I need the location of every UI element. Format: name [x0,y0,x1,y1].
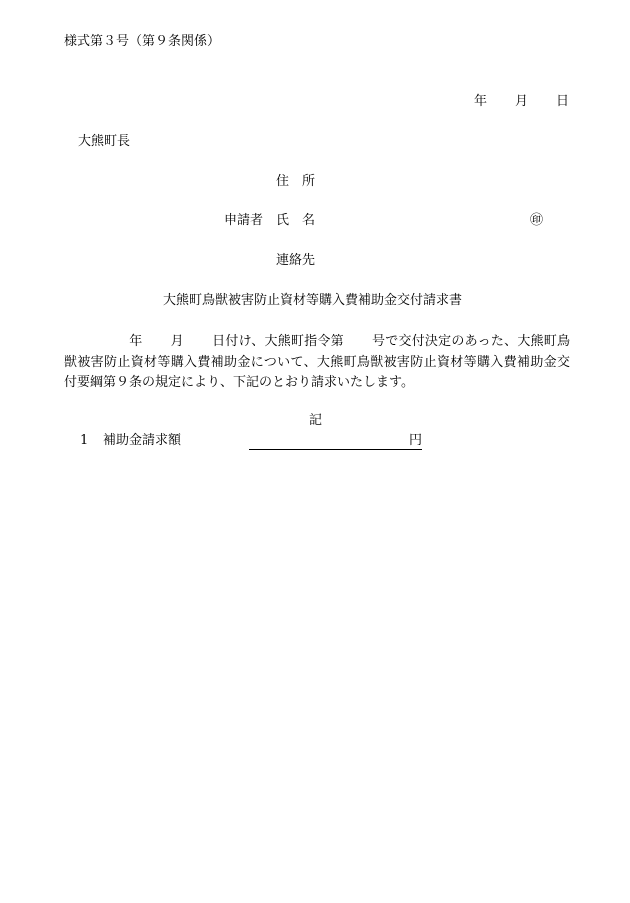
body-text-1: 日付け、大熊町指令第 [211,334,344,349]
document-title: 大熊町鳥獣被害防止資材等購入費補助金交付請求書 [163,293,463,308]
item-label: 補助金請求額 [103,433,182,448]
address-label: 住 所 [276,174,316,189]
form-number: 様式第３号（第９条関係） [64,34,221,49]
addressee: 大熊町長 [78,134,131,149]
date-line [474,94,569,110]
body-paragraph [64,332,570,394]
body-year-label: 年 [129,334,143,349]
amount-field[interactable] [249,433,422,450]
item-number: 1 [80,433,89,448]
applicant-role-label: 申請者 [224,213,264,228]
ki-heading: 記 [309,413,323,428]
body-text-2: 号で交付決定のあった、大熊町鳥獣被害防止資材等購入費補助金について、大熊町鳥獣被害防止資材等購入費補助金交付要綱第９条の規定により、下記のとおり請求いたします。 [64,334,570,390]
item-unit: 円 [409,433,423,448]
seal-mark: ㊞ [530,213,544,228]
body-month-label: 月 [170,334,184,349]
date-day-label: 日 [556,94,570,109]
contact-label: 連絡先 [276,253,316,268]
date-year-label: 年 [474,94,488,109]
date-month-label: 月 [515,94,529,109]
name-label: 氏 名 [276,213,316,228]
